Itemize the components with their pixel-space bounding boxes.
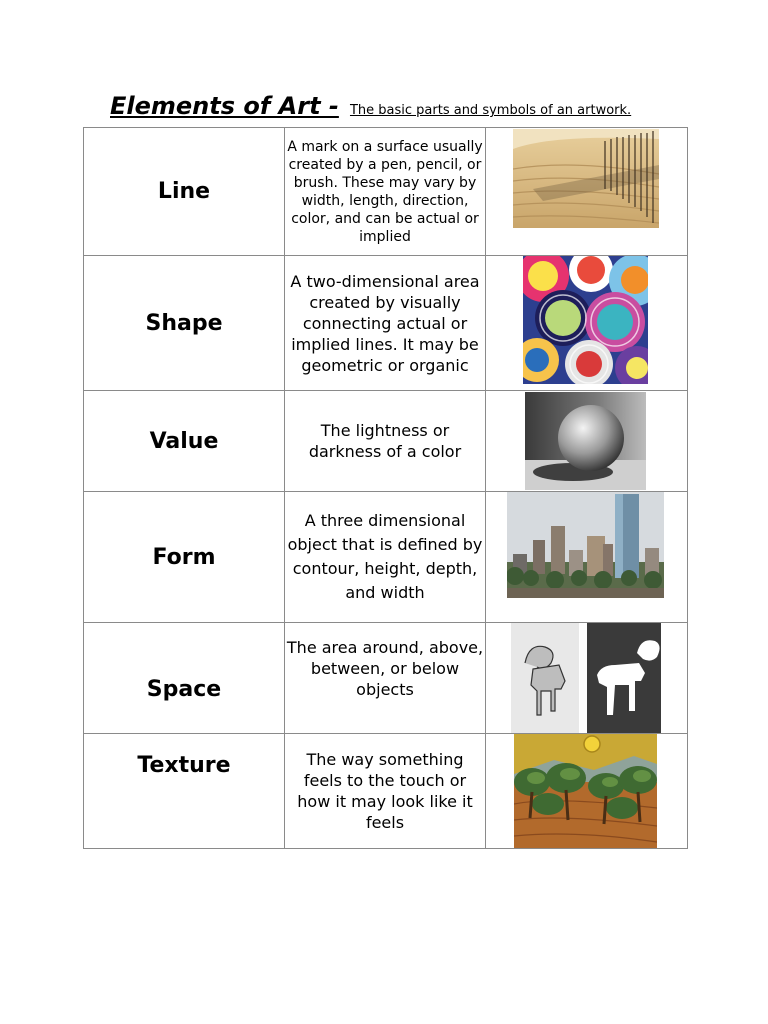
term-label: Texture — [137, 753, 231, 778]
olive-trees-painting-image — [514, 734, 657, 848]
definition-cell: A mark on a surface usually created by a pen, pencil, or brush. These may vary by width, length, direction, color, and can be actual or implied — [285, 128, 486, 256]
definition-text: The area around, above, between, or below objects — [286, 637, 484, 699]
definition-cell: A three dimensional object that is defined by contour, height, depth, and width — [285, 492, 486, 623]
term-cell: Shape — [84, 256, 285, 391]
definition-cell — [285, 623, 486, 734]
term-label: Space — [146, 676, 222, 702]
table-row-space — [84, 623, 688, 734]
document-title: Elements of Art - — [110, 92, 339, 120]
image-cell — [486, 128, 688, 256]
city-skyline-image — [507, 492, 664, 598]
image-cell — [486, 492, 688, 623]
document-subtitle: The basic parts and symbols of an artwork. — [349, 103, 632, 118]
table-row-line — [84, 128, 688, 256]
term-cell — [84, 623, 285, 734]
definition-cell: A two-dimensional area created by visually connecting actual or implied lines. It may be geometric or organic — [285, 256, 486, 391]
table-row-value — [84, 391, 688, 492]
term-cell: Form — [84, 492, 285, 623]
image-cell — [486, 391, 688, 492]
image-cell — [486, 734, 688, 849]
ram-positive-negative-image — [511, 623, 661, 733]
term-cell: Value — [84, 391, 285, 492]
shaded-sphere-image — [525, 392, 646, 490]
term-cell: Line — [84, 128, 285, 256]
image-cell — [486, 623, 688, 734]
table-row-form — [84, 492, 688, 623]
table-row-texture — [84, 734, 688, 849]
term-cell — [84, 734, 285, 849]
colorful-circles-image — [523, 256, 648, 384]
definition-cell: The lightness or darkness of a color — [285, 391, 486, 492]
definition-cell: The way something feels to the touch or how it may look like it feels — [285, 734, 486, 849]
elements-table — [83, 127, 688, 849]
table-row-shape — [84, 256, 688, 391]
sand-dune-fence-image — [513, 129, 659, 228]
document-title-line — [110, 92, 631, 120]
image-cell — [486, 256, 688, 391]
